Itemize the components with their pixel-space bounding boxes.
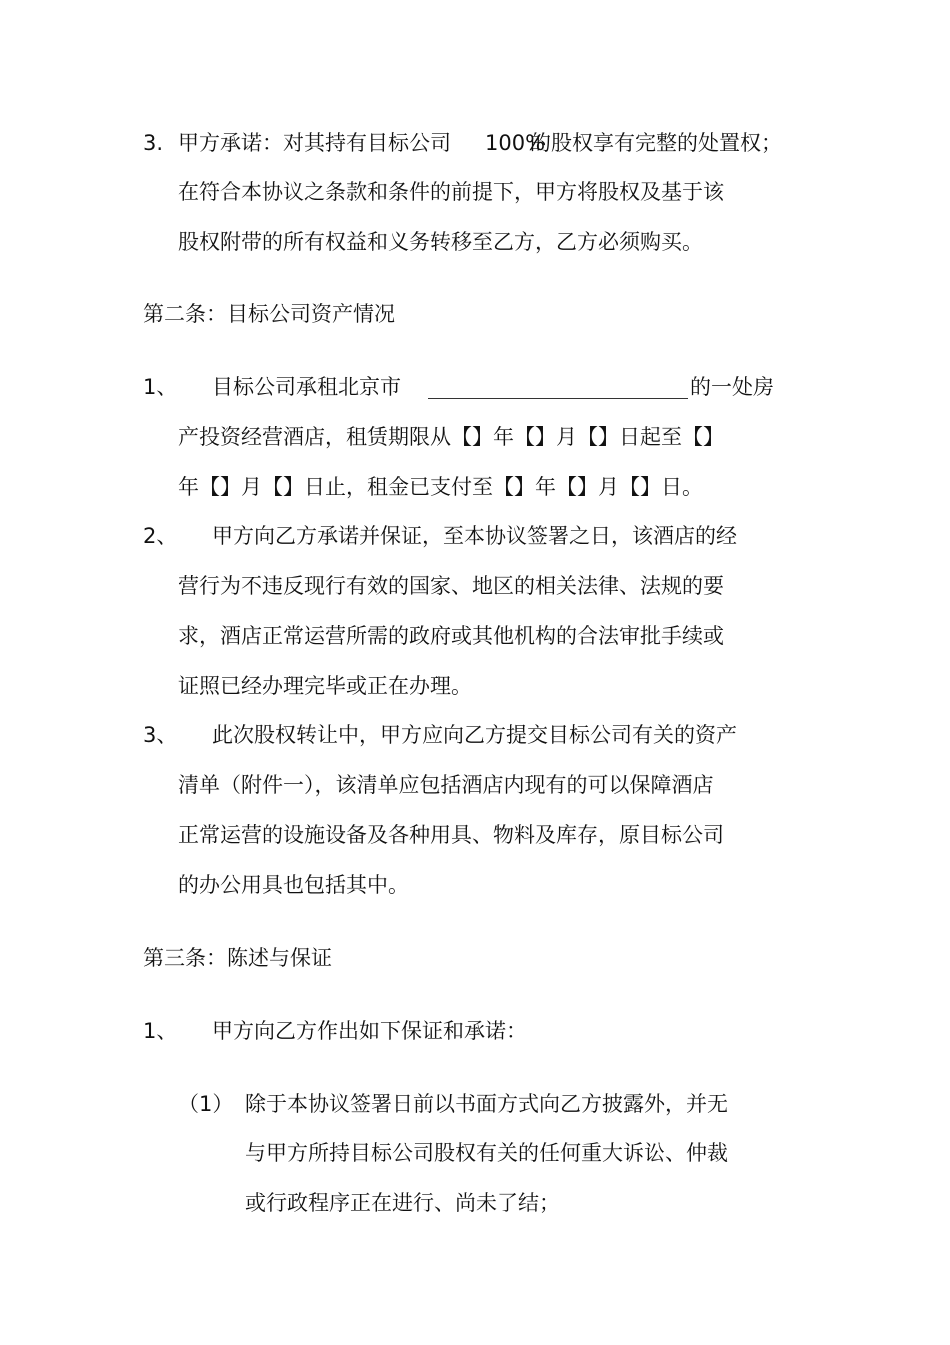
- paragraph-line: 或行政程序正在进行、尚未了结；: [245, 1191, 560, 1215]
- paragraph-line: 清单（附件一），该清单应包括酒店内现有的可以保障酒店: [178, 773, 714, 797]
- paragraph-line: 甲方向乙方作出如下保证和承诺：: [212, 1019, 527, 1043]
- paragraph-line: 与甲方所持目标公司股权有关的任何重大诉讼、仲裁: [245, 1141, 728, 1165]
- paragraph-line: 年【】月【】日止，租金已支付至【】年【】月【】日。: [178, 475, 703, 499]
- paragraph-line: 营行为不违反现行有效的国家、地区的相关法律、法规的要: [178, 574, 724, 598]
- paragraph-line: 正常运营的设施设备及各种用具、物料及库存，原目标公司: [178, 823, 724, 847]
- sub-item-number: （1）: [178, 1092, 234, 1116]
- paragraph-line: 求，酒店正常运营所需的政府或其他机构的合法审批手续或: [178, 624, 724, 648]
- paragraph-line: 除于本协议签署日前以书面方式向乙方披露外，并无: [245, 1092, 728, 1116]
- paragraph-line: 股权附带的所有权益和义务转移至乙方，乙方必须购买。: [178, 230, 703, 254]
- paragraph-line: 证照已经办理完毕或正在办理。: [178, 674, 472, 698]
- item-number: 1、: [143, 375, 178, 399]
- paragraph-line: 甲方承诺：对其持有目标公司: [178, 131, 451, 155]
- paragraph-line: 的办公用具也包括其中。: [178, 873, 409, 897]
- paragraph-line: 的股权享有完整的处置权；: [530, 131, 782, 155]
- item-number: 2、: [143, 524, 178, 548]
- paragraph-line: 在符合本协议之条款和条件的前提下，甲方将股权及基于该: [178, 180, 724, 204]
- paragraph-line: 此次股权转让中，甲方应向乙方提交目标公司有关的资产: [212, 723, 737, 747]
- section-heading: 第二条：目标公司资产情况: [143, 302, 395, 326]
- paragraph-line: 的一处房: [690, 375, 774, 399]
- item-number: 3.: [143, 131, 164, 155]
- item-number: 3、: [143, 723, 178, 747]
- paragraph-line: 产投资经营酒店，租赁期限从【】年【】月【】日起至【】: [178, 425, 724, 449]
- section-heading: 第三条：陈述与保证: [143, 946, 332, 970]
- paragraph-line: 目标公司承租北京市: [212, 375, 401, 399]
- percentage-value: 100%: [485, 131, 546, 155]
- item-number: 1、: [143, 1019, 178, 1043]
- paragraph-line: 甲方向乙方承诺并保证，至本协议签署之日，该酒店的经: [212, 524, 737, 548]
- fill-in-blank: [428, 398, 688, 399]
